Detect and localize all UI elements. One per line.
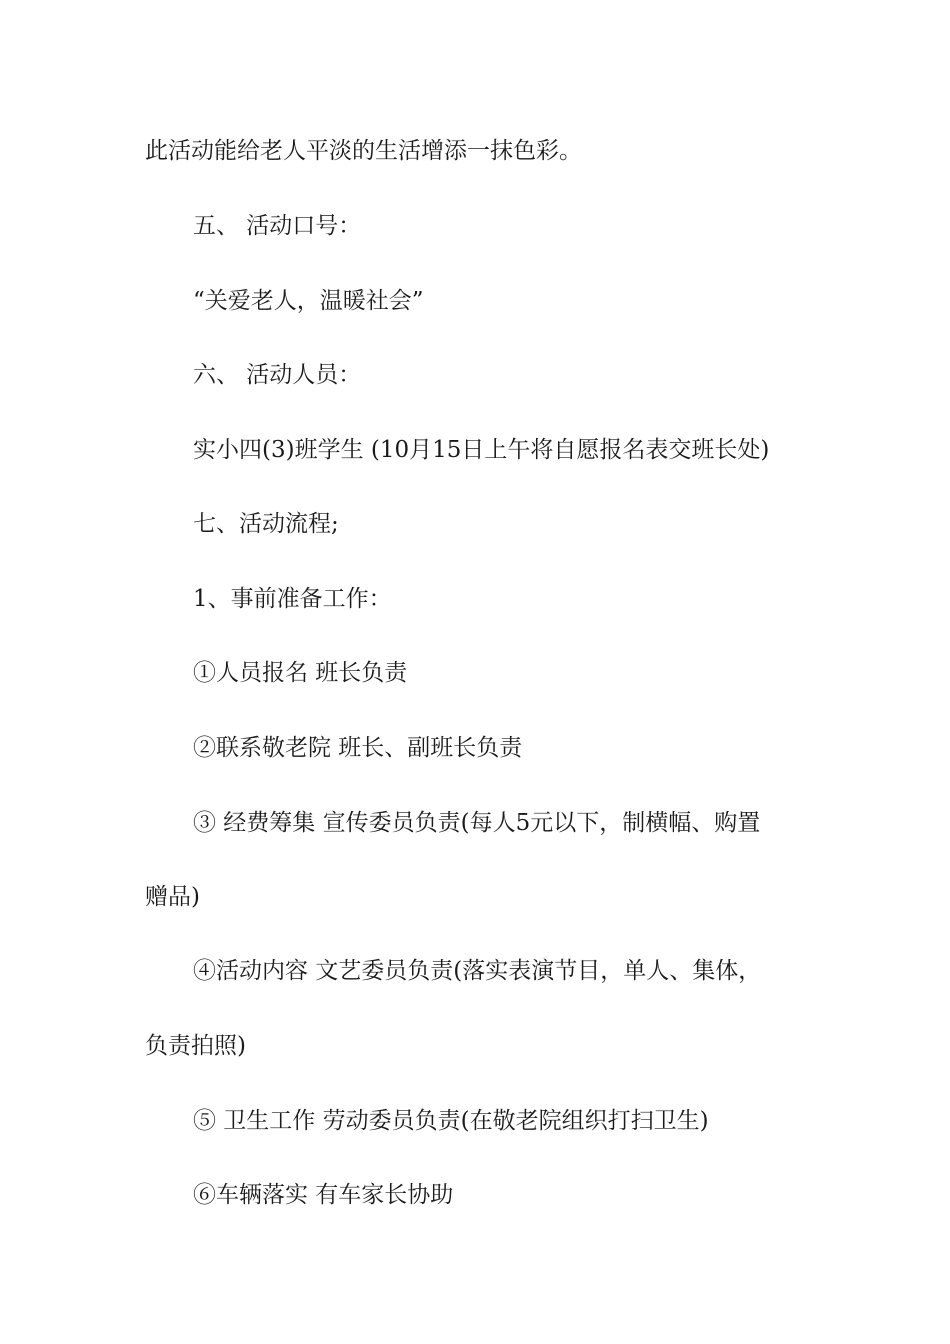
slogan-text: “关爱老人，温暖社会” xyxy=(193,288,424,314)
list-item-cleaning: ⑤ 卫生工作 劳动委员负责(在敬老院组织打扫卫生) xyxy=(193,1108,709,1134)
list-item-activity-content-continued: 负责拍照) xyxy=(145,1033,246,1059)
section-heading-participants: 六、 活动人员： xyxy=(193,362,362,388)
list-item-vehicles: ⑥车辆落实 有车家长协助 xyxy=(193,1182,454,1208)
list-item-funding-continued: 赠品) xyxy=(145,884,200,910)
section-heading-process: 七、活动流程; xyxy=(193,511,339,537)
list-item-registration: ①人员报名 班长负责 xyxy=(193,660,408,686)
paragraph-closing-line: 此活动能给老人平淡的生活增添一抹色彩。 xyxy=(145,138,582,164)
section-heading-slogan: 五、 活动口号： xyxy=(193,213,362,239)
list-item-funding: ③ 经费筹集 宣传委员负责(每人5元以下，制横幅、购置 xyxy=(193,810,761,836)
list-item-activity-content: ④活动内容 文艺委员负责(落实表演节目，单人、集体， xyxy=(193,958,762,984)
list-item-contact-nursing-home: ②联系敬老院 班长、副班长负责 xyxy=(193,735,523,761)
subsection-heading-preparation: 1、事前准备工作： xyxy=(193,586,392,612)
participants-text: 实小四(3)班学生 (10月15日上午将自愿报名表交班长处) xyxy=(193,437,770,463)
